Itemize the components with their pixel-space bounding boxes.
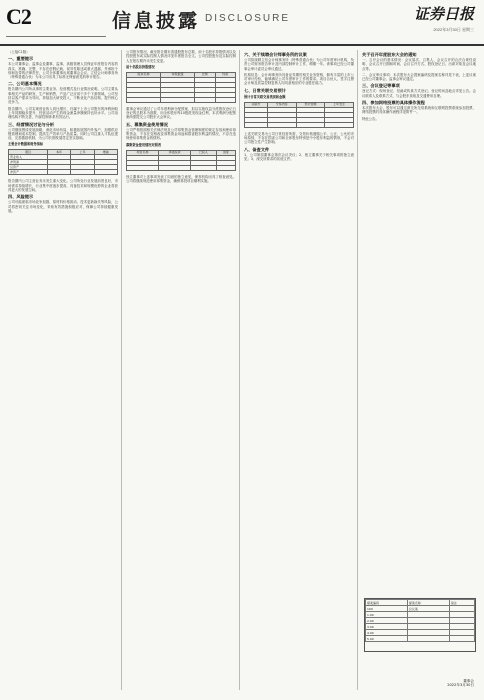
article-paragraph: 本公司董事会、监事会及董事、监事、高级管理人员保证年度报告内容的真实、准确、完整，不存在虚假记载、误导性陈述或重大遗漏，并承担个别和连带的法律责任。公司全体董事出席董事会会议。立信会计师事务所（特殊普通合伙）为本公司出具了标准无保留意见的审计报告。: [8, 62, 118, 80]
article-paragraph: 报告期内公司主营业务未发生重大变化。公司所处行业发展前景良好，市场需求持续增长，行业集中度逐步提高，具备技术和规模优势的企业将获得更大的发展空间。: [8, 179, 118, 193]
column-3: [244, 50, 354, 690]
table-cell: [127, 97, 161, 102]
header-rule: [6, 36, 106, 37]
table-header-cell: 预计金额: [296, 102, 325, 107]
table-cell: [449, 636, 474, 642]
table-header-cell: 关联方: [245, 102, 268, 107]
article-heading: 七、日常关联交易预计: [244, 87, 286, 93]
signature-board: 董事会: [463, 678, 474, 683]
table-cell: 1.00: [366, 612, 408, 618]
table-header-cell: 持股数量: [161, 72, 195, 77]
table-header-cell: 进度: [216, 150, 235, 155]
article-paragraph: 上述关联交易为公司日常经营所需，交易价格遵循公平、公正、公允的市场原则，不存在损害公司和全体股东特别是中小股东利益的情形，不会对公司独立性产生影响。: [244, 131, 354, 145]
table-header-cell: 项目: [9, 150, 48, 155]
table-cell: [127, 165, 159, 170]
article-paragraph: 一、召开会议的基本情况：会议届次、召集人、会议召开的合法合规性说明、会议召开日期和时间、会议召开方式、股权登记日、出席对象及会议地点等。: [362, 58, 476, 71]
column-divider: [239, 50, 240, 690]
table-cell: [71, 170, 94, 175]
table-cell: 提案编码: [366, 600, 408, 606]
section-subtitle: DISCLOSURE: [205, 13, 291, 24]
data-table: [8, 149, 118, 175]
masthead: [0, 0, 484, 46]
article-paragraph: 机构信息：会计师事务所具备证券期货相关业务资格，拥有丰富的上市公司审计经验，能够满足公司年度审计工作的要求。项目合伙人、签字注册会计师及质量控制复核人均具备相应的专业胜任能力。: [244, 72, 354, 86]
table-cell: 4.00: [366, 630, 408, 636]
signature-block: [447, 679, 474, 688]
article-paragraph: 公司股东情况。截至报告期末普通股股东总数、前十名股东持股情况以及控股股东或实际控制人情况详见年度报告全文。公司控股股东及实际控制人在报告期内未发生变更。: [126, 50, 236, 63]
table-cell: 提案名称: [407, 600, 449, 606]
data-table: [126, 150, 236, 171]
table-cell: 3.00: [366, 624, 408, 630]
table-cell: [161, 97, 195, 102]
table-cell: 净资产: [9, 170, 48, 175]
proposal-table-grid: [365, 599, 475, 642]
article-paragraph: 董事会审议通过了公司年度利润分配预案，拟以实施权益分派股权登记日登记的总股本为基数，向全体股东每10股派发现金红利，本次利润分配预案尚需提交公司股东大会审议。: [126, 106, 236, 120]
table-header-cell: 项目名称: [127, 150, 159, 155]
article-paragraph: 登记方式：现场登记、信函或传真方式登记。登记时间及地点详见公告。会议联系人及联系方式，与会股东食宿及交通费用自理。: [362, 89, 476, 98]
article-heading: 六、关于续聘会计师事务所的议案: [244, 52, 307, 57]
article-paragraph: 1、公司第届董事会第次会议决议；2、独立董事关于相关事项的独立意见；3、深交所要求的其他文件。: [244, 152, 354, 161]
table-row: [127, 165, 236, 170]
article-paragraph: 独立董事对上述事项发表了同意的独立意见，保荐机构出具了核查意见。公司将继续规范使用募集资金，确保募投项目顺利实施。: [126, 174, 236, 183]
table-cell: 2.00: [366, 618, 408, 624]
table-row: [245, 122, 354, 127]
table-header-cell: 已投入: [191, 150, 217, 155]
proposal-table: [364, 598, 476, 652]
article-heading: 一、重要提示: [8, 56, 34, 62]
article-heading: 四、风险提示: [8, 194, 34, 200]
column-4: [362, 50, 476, 690]
article-heading: 八、备查文件: [244, 146, 270, 152]
table-cell: [195, 97, 215, 102]
article-heading: 三、经营情况讨论与分析: [8, 121, 55, 127]
table-cell: 100: [366, 606, 408, 612]
section-title: 信息披露: [112, 10, 201, 32]
column-divider: [121, 50, 122, 690]
table-cell: [216, 165, 235, 170]
table-header-cell: 上年发生: [325, 102, 354, 107]
table-cell: [94, 170, 117, 175]
article-paragraph: 特此公告。: [362, 116, 379, 121]
table-header-cell: 承诺投资: [159, 150, 191, 155]
table-cell: [407, 636, 449, 642]
article-heading: 关于召开年度股东大会的通知: [362, 52, 417, 57]
table-cell: [47, 170, 70, 175]
table-cell: [325, 122, 354, 127]
table-cell: [296, 122, 325, 127]
table-cell: 净利润: [9, 160, 48, 165]
table-cell: [159, 165, 191, 170]
article-paragraph: 报告期内公司所从事的主要业务、经营模式及行业情况说明。公司主要从事相关产品的研发、生产和销售，产品广泛应用于多个下游领域。公司坚持以客户需求为导向，持续加大研发投入，不断优化产品结构，提升核心竞争力。: [8, 87, 118, 105]
article-paragraph: 公司严格按照相关法律法规及公司募集资金管理制度的规定存放和使用募集资金，不存在变相改变募集资金用途和损害股东利益的情况，不存在违规使用募集资金的情形。: [126, 127, 236, 141]
table-header-cell: 比例: [195, 72, 215, 77]
table-cell: 5.00: [366, 636, 408, 642]
page-code: C2: [6, 4, 31, 29]
table-cell: 营业收入: [9, 155, 48, 160]
column-2: [126, 50, 236, 690]
data-table: [244, 102, 354, 128]
article-paragraph: 公司可能面临市场竞争加剧、原材料价格波动、技术更新换代等风险，公司将密切关注市场变化，采取有效措施积极应对，保障公司持续健康发展。: [8, 200, 118, 213]
table-row: [9, 170, 118, 175]
table-cell: [267, 122, 296, 127]
issue-date: 2022年3月30日 星期三: [433, 27, 474, 32]
article-paragraph: 二、会议审议事项：本次股东大会提案编码及提案名称详见下表，上述议案已经公司董事会、监事会审议通过。: [362, 72, 476, 82]
table-caption: 预计日常关联交易类别和金额: [244, 94, 286, 99]
table-cell: 总议案: [407, 606, 449, 612]
article-paragraph: 公司继续围绕发展战略，深化市场布局，积极拓展国内外客户，加强供应链管理和成本控制，提高生产效率与产品质量。同时公司注重人才队伍建设，完善激励机制，为公司长期发展奠定坚实基础。: [8, 127, 118, 141]
table-caption: 前十名股东持股情况: [126, 64, 155, 69]
article-heading: 五、募集资金使用情况: [126, 121, 168, 127]
article-heading: 四、参加网络投票的具体操作流程: [362, 100, 425, 106]
table-header-cell: 股东名称: [127, 72, 161, 77]
table-cell: [191, 165, 217, 170]
table-header-cell: 性质: [215, 72, 235, 77]
column-divider: [357, 50, 358, 690]
table-header-cell: 交易内容: [267, 102, 296, 107]
article-paragraph: （上接C1版）: [8, 50, 30, 54]
table-cell: 总资产: [9, 165, 48, 170]
table-caption: 主要会计数据和财务指标: [8, 142, 44, 147]
article-paragraph: 公司拟续聘立信会计师事务所（特殊普通合伙）为公司年度审计机构，负责公司财务报告审计及内部控制审计工作，聘期一年。该事项已经公司董事会审计委员会审议通过。: [244, 58, 354, 71]
newspaper-logo: 证券日报: [413, 5, 474, 23]
table-cell: [245, 122, 268, 127]
table-header-cell: 本年: [47, 150, 70, 155]
table-cell: 备注: [449, 600, 474, 606]
article-heading: 三、会议登记等事项: [362, 83, 400, 89]
table-row: [366, 636, 475, 642]
column-1: [8, 50, 118, 690]
article-paragraph: 报告期内，公司实现营业收入同比增长，归属于上市公司股东的净利润较上年同期稳步提升，经营活动产生的现金流量净额保持良好水平。公司治理结构不断完善，内部控制体系有效运行。: [8, 106, 118, 120]
table-caption: 募集资金使用情况对照表: [126, 142, 162, 147]
data-table: [126, 72, 236, 103]
table-cell: [215, 97, 235, 102]
table-header-cell: 上年: [71, 150, 94, 155]
article-heading: 二、公司基本情况: [8, 81, 42, 87]
article-paragraph: 本次股东大会，股东可以通过深交所交易系统和互联网投票系统参加投票，网络投票的具体操作流程详见附件一。: [362, 106, 476, 115]
table-row: [127, 97, 236, 102]
table-header-cell: 增减: [94, 150, 117, 155]
signature-date: 2022年3月30日: [447, 683, 474, 688]
